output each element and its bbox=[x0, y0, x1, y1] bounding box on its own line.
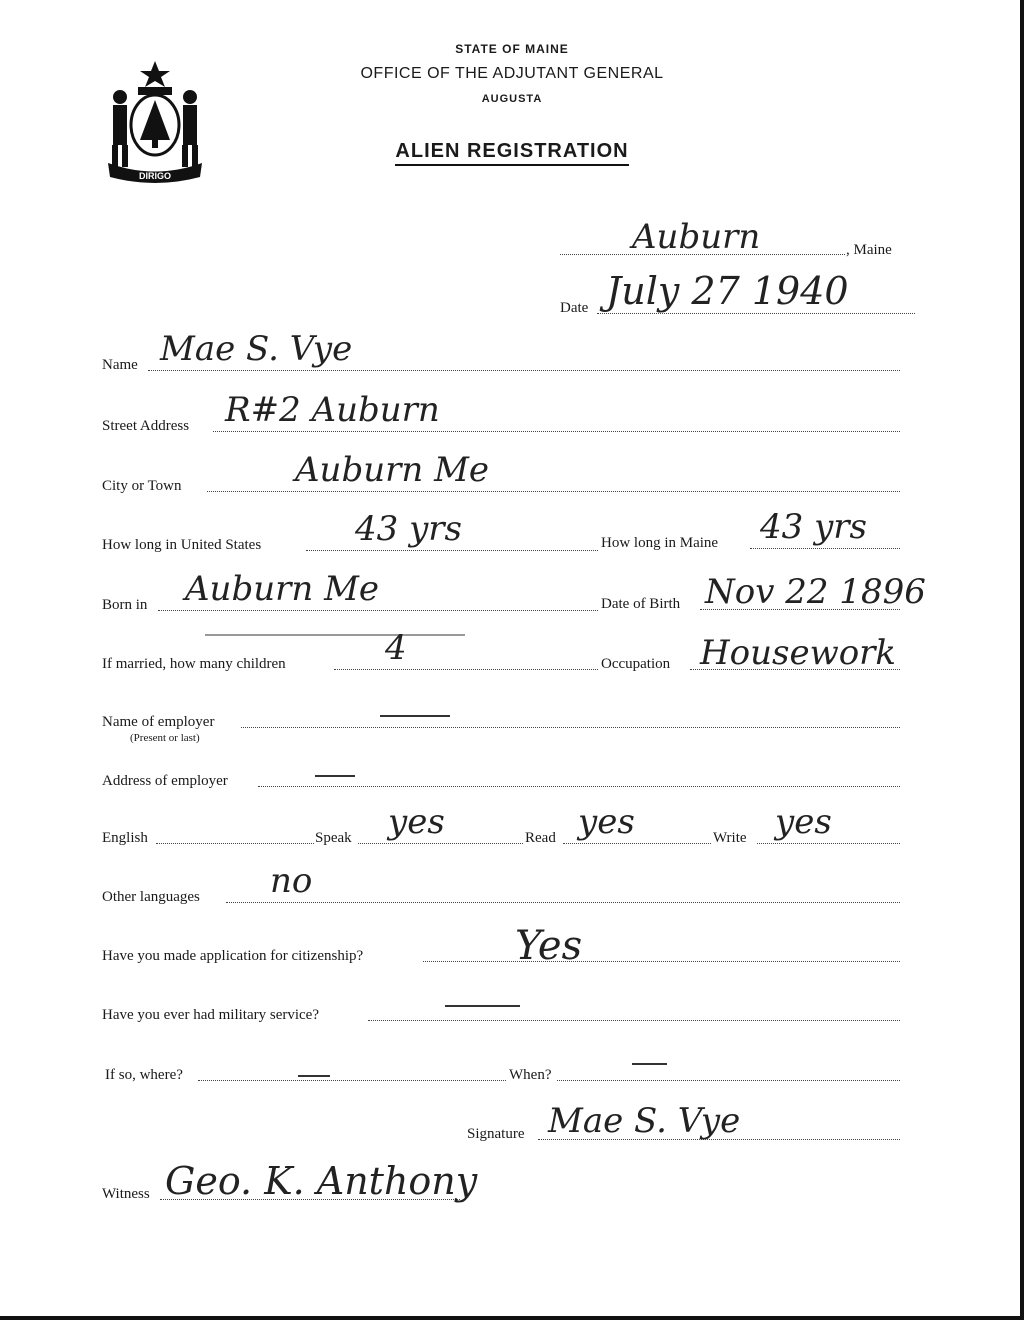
children-label: If married, how many children bbox=[102, 656, 286, 672]
military-dash[interactable] bbox=[445, 1005, 520, 1007]
born-in-value[interactable]: Auburn Me bbox=[185, 569, 380, 609]
how-long-maine-label: How long in Maine bbox=[601, 535, 719, 551]
city-label: City or Town bbox=[102, 478, 182, 494]
witness-label: Witness bbox=[102, 1186, 150, 1202]
pencil-mark bbox=[205, 634, 465, 636]
signature-value[interactable]: Mae S. Vye bbox=[548, 1101, 741, 1141]
read-line bbox=[563, 843, 711, 844]
military-label: Have you ever had military service? bbox=[102, 1007, 319, 1023]
english-line bbox=[156, 843, 314, 844]
employer-address-dash[interactable] bbox=[315, 775, 355, 777]
street-address-value[interactable]: R#2 Auburn bbox=[225, 390, 440, 430]
where-label: If so, where? bbox=[105, 1067, 183, 1083]
place-value[interactable]: Auburn bbox=[632, 217, 761, 257]
read-label: Read bbox=[525, 830, 556, 846]
date-line bbox=[597, 313, 915, 314]
name-value[interactable]: Mae S. Vye bbox=[160, 329, 353, 369]
how-long-us-label: How long in United States bbox=[102, 537, 262, 553]
city-heading: AUGUSTA bbox=[481, 93, 543, 105]
military-line bbox=[368, 1020, 900, 1021]
how-long-maine-line bbox=[750, 548, 900, 549]
seal-motto: DIRIGO bbox=[138, 171, 172, 181]
city-value[interactable]: Auburn Me bbox=[295, 450, 490, 490]
citizenship-value[interactable]: Yes bbox=[515, 923, 583, 969]
witness-value[interactable]: Geo. K. Anthony bbox=[165, 1159, 478, 1203]
english-label: English bbox=[102, 830, 148, 846]
street-address-label: Street Address bbox=[102, 418, 190, 434]
other-languages-value[interactable]: no bbox=[270, 861, 313, 901]
street-address-line bbox=[213, 431, 900, 432]
how-long-us-value[interactable]: 43 yrs bbox=[355, 509, 462, 549]
children-value[interactable]: 4 bbox=[385, 628, 407, 668]
office-heading: OFFICE OF THE ADJUTANT GENERAL bbox=[360, 65, 664, 82]
employer-name-sub: (Present or last) bbox=[130, 732, 200, 744]
children-line bbox=[334, 669, 598, 670]
citizenship-line bbox=[423, 961, 900, 962]
occupation-value[interactable]: Housework bbox=[700, 633, 897, 673]
employer-name-label: Name of employer bbox=[102, 714, 215, 730]
born-in-line bbox=[158, 610, 598, 611]
dob-label: Date of Birth bbox=[601, 596, 681, 612]
where-dash[interactable] bbox=[298, 1075, 330, 1077]
employer-address-line bbox=[258, 786, 900, 787]
where-line bbox=[198, 1080, 506, 1081]
speak-line bbox=[358, 843, 523, 844]
other-languages-line bbox=[226, 902, 900, 903]
date-label: Date bbox=[560, 300, 589, 316]
speak-value[interactable]: yes bbox=[388, 802, 445, 842]
when-line bbox=[557, 1080, 900, 1081]
state-heading: STATE OF MAINE bbox=[455, 42, 569, 56]
citizenship-label: Have you made application for citizenship? bbox=[102, 948, 364, 964]
write-value[interactable]: yes bbox=[775, 802, 832, 842]
city-line bbox=[207, 491, 900, 492]
employer-address-label: Address of employer bbox=[102, 773, 228, 789]
name-line bbox=[148, 370, 900, 371]
employer-name-line bbox=[241, 727, 900, 728]
how-long-maine-value[interactable]: 43 yrs bbox=[760, 507, 867, 547]
form-title: ALIEN REGISTRATION bbox=[0, 140, 1024, 163]
other-languages-label: Other languages bbox=[102, 889, 200, 905]
read-value[interactable]: yes bbox=[578, 802, 635, 842]
date-value[interactable]: July 27 1940 bbox=[606, 269, 849, 313]
write-line bbox=[757, 843, 900, 844]
signature-label: Signature bbox=[467, 1126, 525, 1142]
occupation-label: Occupation bbox=[601, 656, 671, 672]
speak-label: Speak bbox=[315, 830, 352, 846]
place-suffix: , Maine bbox=[846, 242, 892, 258]
when-label: When? bbox=[509, 1067, 552, 1083]
name-label: Name bbox=[102, 357, 138, 373]
write-label: Write bbox=[713, 830, 747, 846]
how-long-us-line bbox=[306, 550, 598, 551]
dob-value[interactable]: Nov 22 1896 bbox=[705, 572, 926, 612]
when-dash[interactable] bbox=[632, 1063, 667, 1065]
employer-name-dash[interactable] bbox=[380, 715, 450, 717]
born-in-label: Born in bbox=[102, 597, 148, 613]
